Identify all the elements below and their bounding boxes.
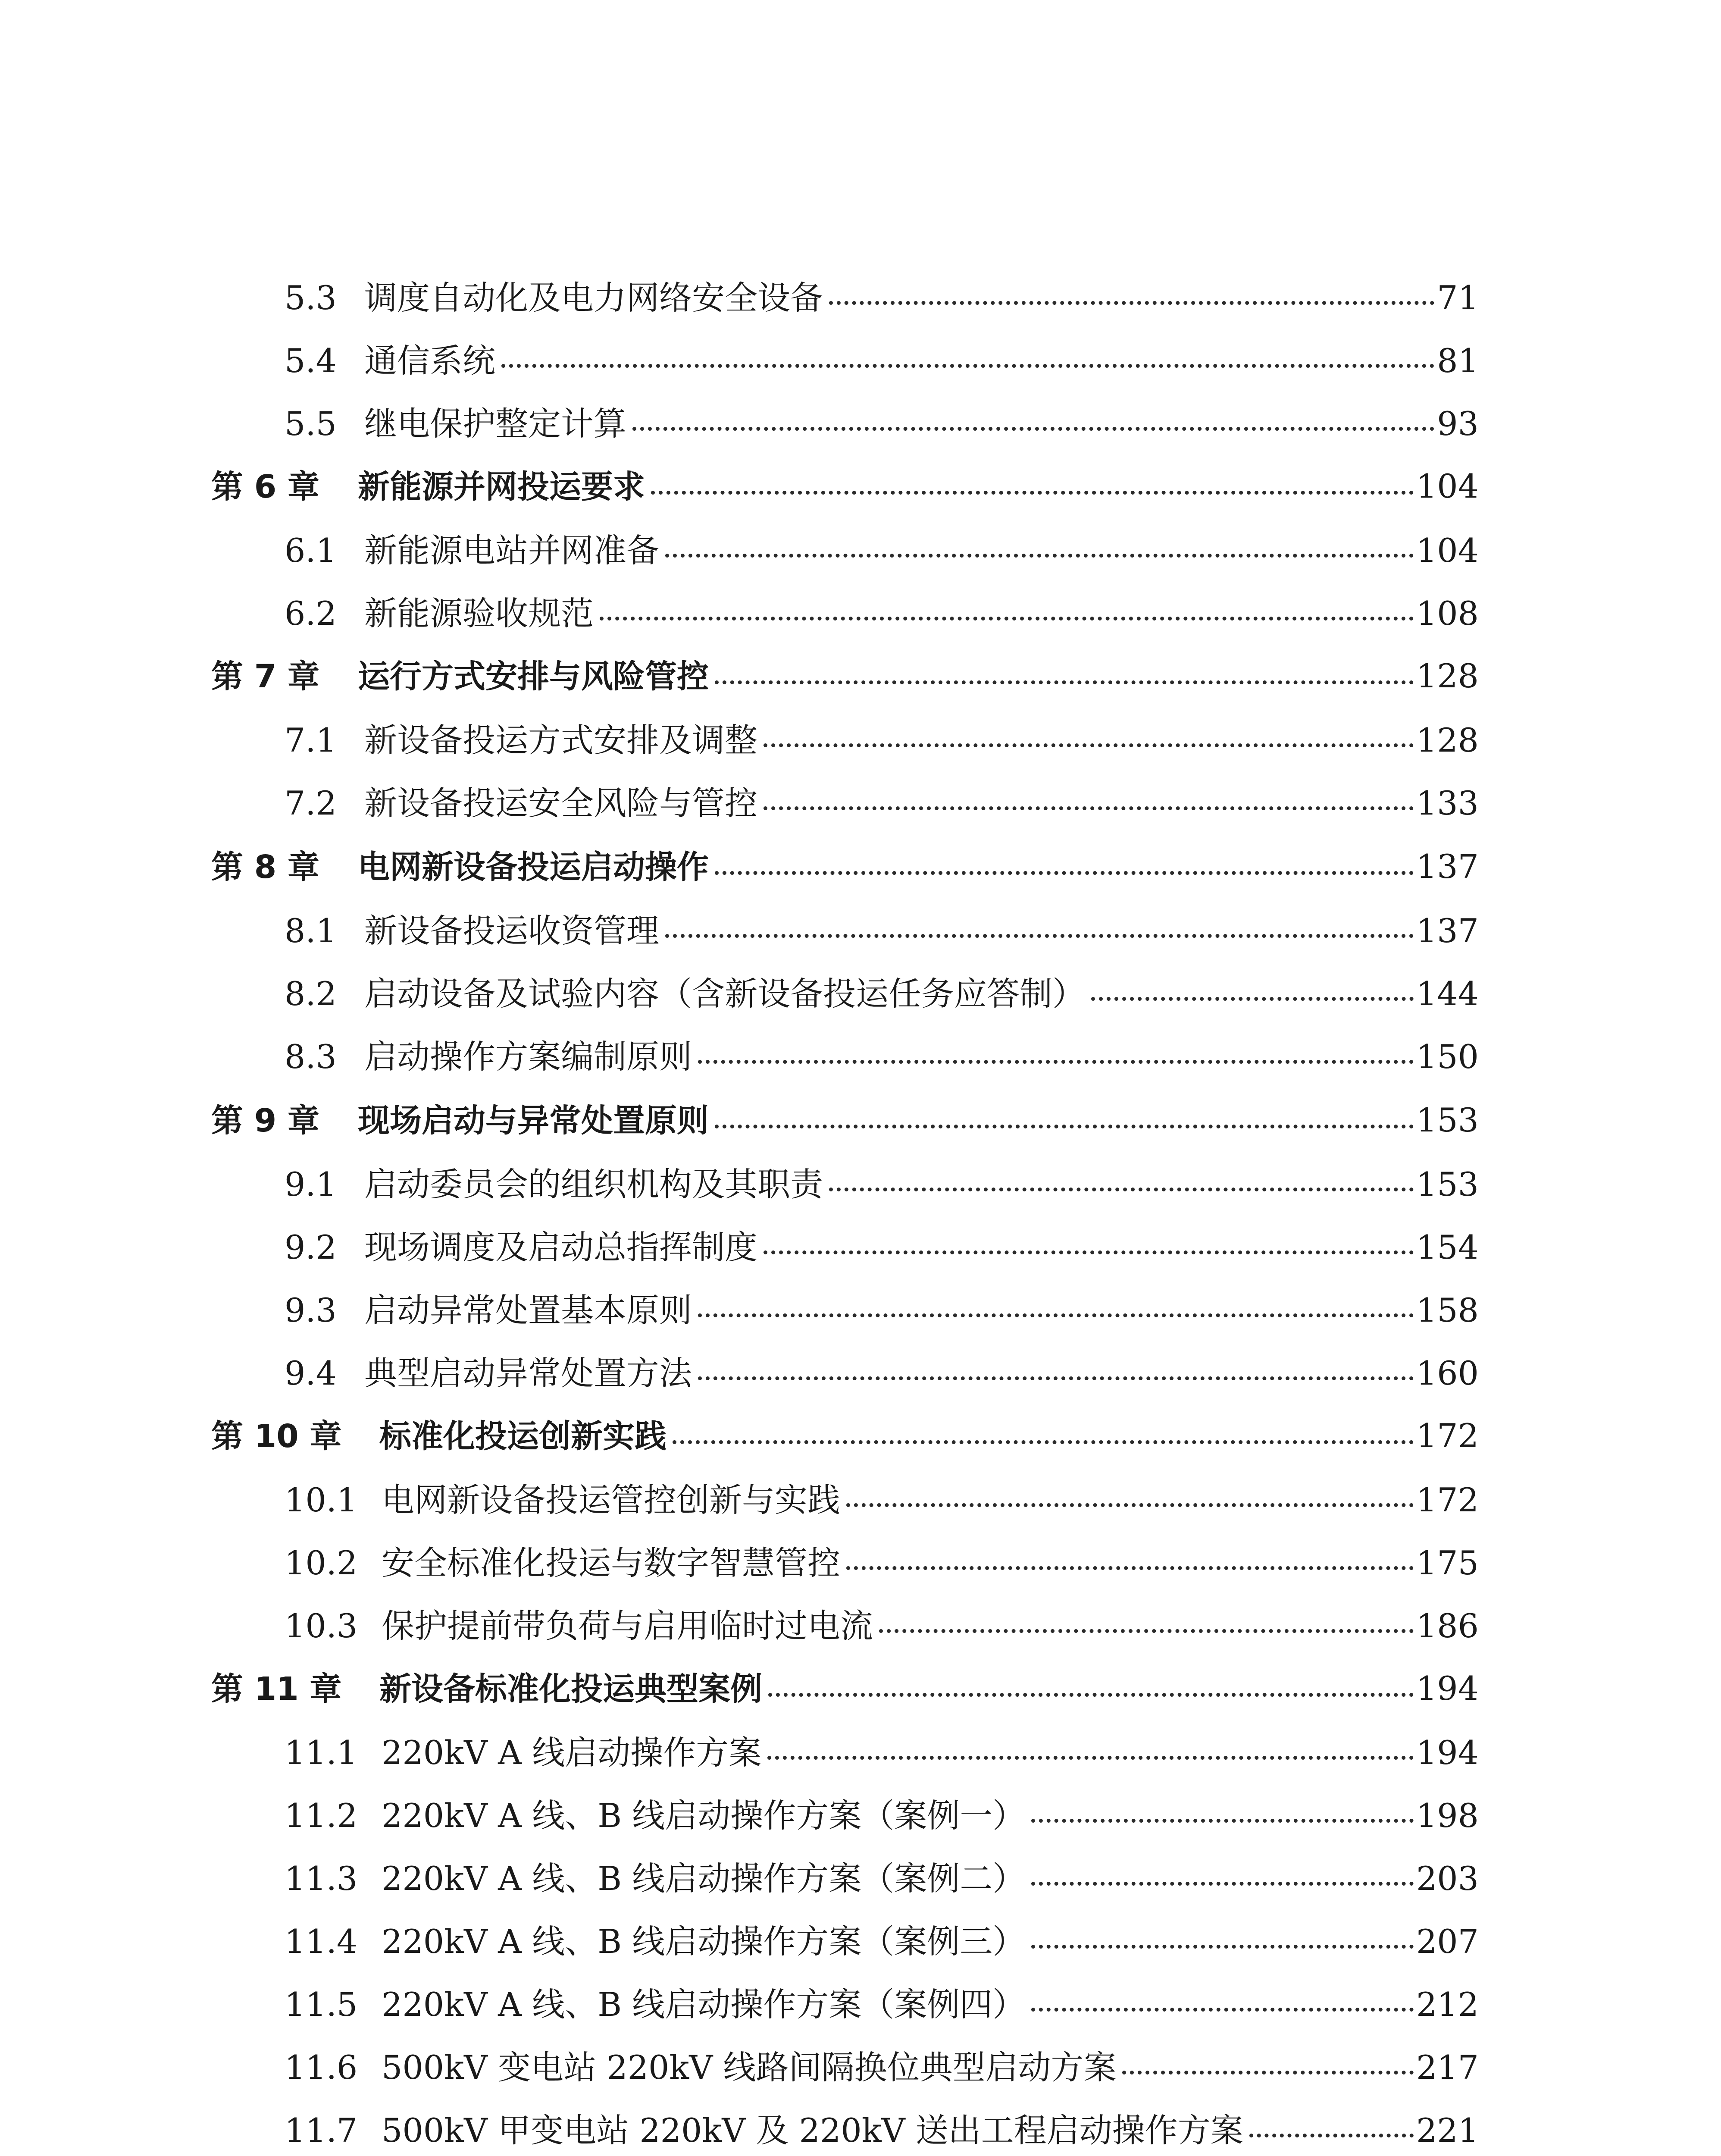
entry-title: 现场调度及启动总指挥制度: [364, 1228, 757, 1266]
chapter-number: 第 9 章: [211, 1102, 320, 1139]
entry-title: 保护提前带负荷与启用临时过电流: [382, 1607, 873, 1645]
chapter-page-number: 153: [1416, 1101, 1479, 1139]
entry-page-number: 154: [1416, 1228, 1479, 1266]
entry-page-number: 144: [1416, 975, 1479, 1013]
dot-leader: [768, 1693, 1414, 1697]
toc-entry-10-2[interactable]: [285, 1537, 1479, 1580]
toc-entry-10-3[interactable]: [285, 1600, 1479, 1643]
entry-page-number: 104: [1416, 531, 1479, 570]
entry-number: 8.1: [285, 912, 337, 950]
entry-title: 500kV 变电站 220kV 线路间隔换位典型启动方案: [382, 2048, 1117, 2087]
entry-title: 新设备投运收资管理: [364, 912, 659, 950]
dot-leader: [715, 1125, 1414, 1128]
dot-leader: [698, 1376, 1414, 1380]
dot-leader: [715, 680, 1414, 684]
entry-title: 通信系统: [364, 342, 495, 380]
entry-title: 启动委员会的组织机构及其职责: [364, 1165, 823, 1203]
chapter-number: 第 10 章: [211, 1418, 342, 1455]
dot-leader: [763, 806, 1414, 810]
dot-leader: [1031, 1882, 1414, 1886]
entry-title: 启动操作方案编制原则: [364, 1037, 692, 1076]
dot-leader: [829, 1188, 1414, 1191]
toc-entry-5-4[interactable]: [285, 335, 1479, 378]
entry-page-number: 172: [1416, 1481, 1479, 1519]
chapter-title: 电网新设备投运启动操作: [358, 849, 709, 886]
entry-title: 继电保护整定计算: [364, 404, 626, 443]
dot-leader: [501, 364, 1434, 368]
chapter-title: 运行方式安排与风险管控: [358, 658, 709, 695]
toc-entry-8-3[interactable]: [285, 1031, 1479, 1074]
dot-leader: [651, 491, 1414, 495]
entry-title: 典型启动异常处置方法: [364, 1354, 692, 1392]
toc-chapter-11[interactable]: [211, 1664, 1479, 1707]
entry-number: 8.3: [285, 1037, 337, 1076]
entry-title: 电网新设备投运管控创新与实践: [382, 1481, 840, 1519]
entry-number: 11.3: [285, 1859, 358, 1898]
entry-page-number: 71: [1437, 279, 1479, 317]
entry-number: 11.1: [285, 1733, 358, 1772]
toc-chapter-6[interactable]: [211, 461, 1479, 505]
toc-entry-9-3[interactable]: [285, 1284, 1479, 1327]
entry-title: 新能源电站并网准备: [364, 531, 659, 570]
entry-page-number: 221: [1416, 2111, 1479, 2150]
entry-title: 启动设备及试验内容（含新设备投运任务应答制）: [364, 975, 1085, 1013]
dot-leader: [673, 1440, 1414, 1444]
dot-leader: [1031, 1945, 1414, 1949]
chapter-title: 新设备标准化投运典型案例: [379, 1670, 762, 1708]
chapter-page-number: 104: [1416, 467, 1479, 505]
entry-number: 10.2: [285, 1544, 358, 1582]
entry-title: 220kV A 线、B 线启动操作方案（案例四）: [382, 1985, 1026, 2024]
entry-number: 11.2: [285, 1796, 358, 1835]
toc-chapter-8[interactable]: [211, 842, 1479, 885]
toc-entry-8-2[interactable]: [285, 968, 1479, 1011]
entry-title: 启动异常处置基本原则: [364, 1291, 692, 1329]
entry-page-number: 217: [1416, 2048, 1479, 2087]
entry-number: 11.7: [285, 2111, 358, 2150]
toc-entry-10-1[interactable]: [285, 1474, 1479, 1517]
entry-title: 500kV 甲变电站 220kV 及 220kV 送出工程启动操作方案: [382, 2111, 1243, 2150]
dot-leader: [763, 743, 1414, 747]
dot-leader: [1249, 2134, 1414, 2137]
entry-page-number: 175: [1416, 1544, 1479, 1582]
entry-title: 220kV A 线启动操作方案: [382, 1733, 762, 1772]
dot-leader: [665, 934, 1414, 938]
entry-number: 11.5: [285, 1985, 358, 2024]
entry-number: 9.3: [285, 1291, 337, 1329]
dot-leader: [829, 301, 1434, 305]
toc-entry-11-5[interactable]: [285, 1978, 1479, 2024]
chapter-page-number: 137: [1416, 847, 1479, 886]
toc-chapter-7[interactable]: [211, 651, 1479, 694]
entry-number: 11.4: [285, 1922, 358, 1961]
dot-leader: [1031, 1819, 1414, 1823]
toc-entry-8-1[interactable]: [285, 905, 1479, 948]
toc-entry-11-7[interactable]: [285, 2104, 1479, 2150]
dot-leader: [1091, 997, 1414, 1001]
entry-number: 8.2: [285, 975, 337, 1013]
entry-number: 6.1: [285, 531, 337, 570]
entry-page-number: 158: [1416, 1291, 1479, 1329]
entry-page-number: 128: [1416, 721, 1479, 759]
toc-entry-6-2[interactable]: [285, 587, 1479, 633]
entry-title: 安全标准化投运与数字智慧管控: [382, 1544, 840, 1582]
chapter-page-number: 194: [1416, 1669, 1479, 1708]
toc-entry-11-2[interactable]: [285, 1789, 1479, 1833]
toc-entry-11-1[interactable]: [285, 1727, 1479, 1770]
entry-page-number: 212: [1416, 1985, 1479, 2024]
toc-entry-7-1[interactable]: [285, 714, 1479, 757]
entry-page-number: 207: [1416, 1922, 1479, 1961]
entry-title: 220kV A 线、B 线启动操作方案（案例一）: [382, 1796, 1026, 1835]
chapter-number: 第 6 章: [211, 468, 320, 505]
entry-number: 5.4: [285, 342, 337, 380]
toc-entry-6-1[interactable]: [285, 524, 1479, 570]
dot-leader: [1031, 2008, 1414, 2012]
chapter-title: 标准化投运创新实践: [379, 1418, 666, 1455]
toc-entry-11-4[interactable]: [285, 1915, 1479, 1959]
chapter-page-number: 128: [1416, 657, 1479, 695]
entry-number: 9.2: [285, 1228, 337, 1266]
entry-number: 6.2: [285, 594, 337, 633]
entry-page-number: 137: [1416, 912, 1479, 950]
entry-page-number: 81: [1437, 342, 1479, 380]
entry-number: 5.5: [285, 404, 337, 443]
entry-number: 7.1: [285, 721, 337, 759]
dot-leader: [767, 1756, 1414, 1760]
entry-page-number: 160: [1416, 1354, 1479, 1392]
toc-entry-7-2[interactable]: [285, 777, 1479, 820]
entry-title: 调度自动化及电力网络安全设备: [364, 279, 823, 317]
entry-title: 220kV A 线、B 线启动操作方案（案例二）: [382, 1859, 1026, 1898]
toc-entry-11-6[interactable]: [285, 2041, 1479, 2087]
entry-number: 5.3: [285, 279, 337, 317]
entry-title: 220kV A 线、B 线启动操作方案（案例三）: [382, 1922, 1026, 1961]
dot-leader: [879, 1629, 1414, 1633]
entry-number: 10.3: [285, 1607, 358, 1645]
chapter-number: 第 11 章: [211, 1670, 342, 1708]
entry-number: 7.2: [285, 784, 337, 822]
dot-leader: [846, 1566, 1414, 1570]
dot-leader: [698, 1060, 1414, 1064]
entry-page-number: 203: [1416, 1859, 1479, 1898]
dot-leader: [846, 1503, 1414, 1507]
entry-title: 新能源验收规范: [364, 594, 594, 633]
entry-page-number: 186: [1416, 1607, 1479, 1645]
entry-number: 11.6: [285, 2048, 358, 2087]
dot-leader: [715, 871, 1414, 875]
entry-page-number: 108: [1416, 594, 1479, 633]
toc-entry-9-1[interactable]: [285, 1158, 1479, 1201]
chapter-title: 新能源并网投运要求: [358, 468, 645, 505]
toc-entry-9-4[interactable]: [285, 1347, 1479, 1390]
dot-leader: [698, 1313, 1414, 1317]
dot-leader: [1122, 2071, 1413, 2075]
entry-page-number: 198: [1416, 1796, 1479, 1835]
entry-page-number: 194: [1416, 1733, 1479, 1772]
entry-number: 9.4: [285, 1354, 337, 1392]
entry-page-number: 153: [1416, 1165, 1479, 1203]
dot-leader: [632, 427, 1434, 431]
entry-page-number: 133: [1416, 784, 1479, 822]
entry-number: 10.1: [285, 1481, 358, 1519]
dot-leader: [600, 617, 1414, 620]
toc-entry-5-3[interactable]: [285, 272, 1479, 315]
toc-chapter-9[interactable]: [211, 1095, 1479, 1138]
entry-title: 新设备投运方式安排及调整: [364, 721, 757, 759]
toc-chapter-10[interactable]: [211, 1411, 1479, 1454]
toc-entry-11-3[interactable]: [285, 1852, 1479, 1896]
dot-leader: [763, 1250, 1414, 1254]
chapter-page-number: 172: [1416, 1416, 1479, 1455]
entry-number: 9.1: [285, 1165, 337, 1203]
entry-title: 新设备投运安全风险与管控: [364, 784, 757, 822]
dot-leader: [665, 554, 1414, 558]
toc-entry-5-5[interactable]: [285, 398, 1479, 441]
entry-page-number: 150: [1416, 1037, 1479, 1076]
entry-page-number: 93: [1437, 404, 1479, 443]
chapter-number: 第 7 章: [211, 658, 320, 695]
toc-entry-9-2[interactable]: [285, 1221, 1479, 1264]
chapter-title: 现场启动与异常处置原则: [358, 1102, 709, 1139]
chapter-number: 第 8 章: [211, 849, 320, 886]
